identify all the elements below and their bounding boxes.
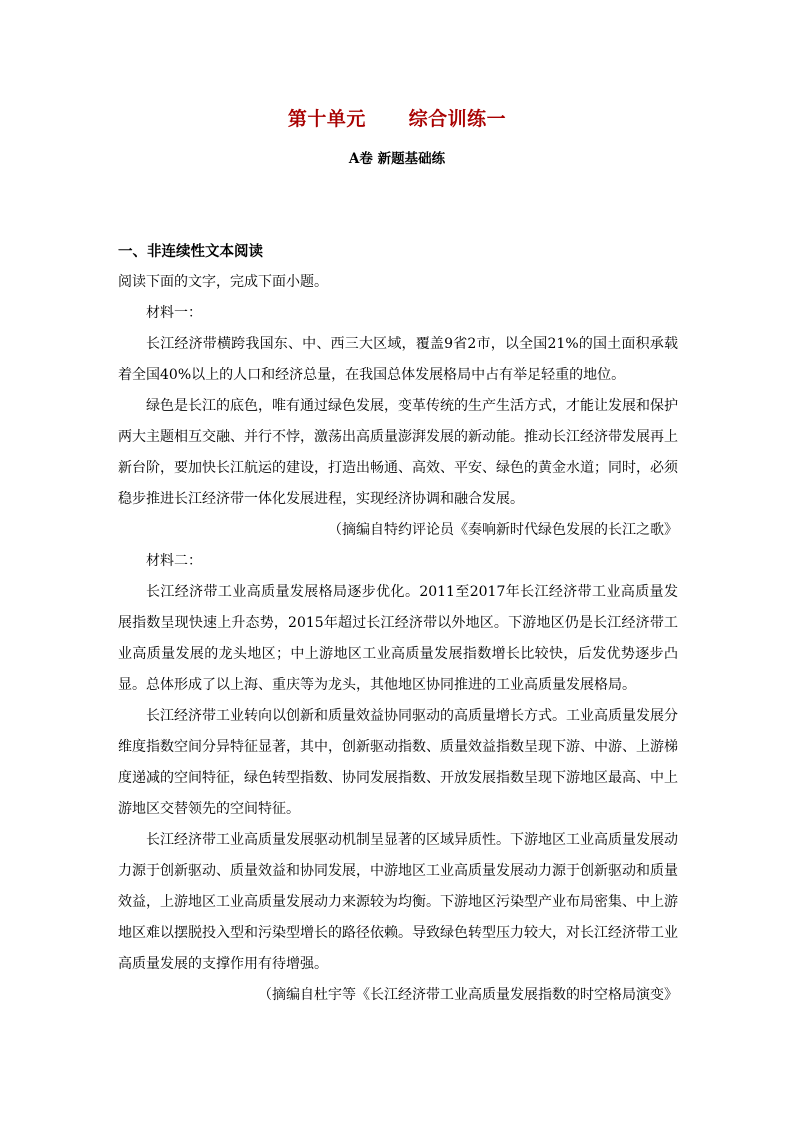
material1-label: 材料一： [146,305,202,321]
document-body [118,236,678,1011]
material1-paragraph-1: 长江经济带横跨我国东、中、西三大区域，覆盖9省2市，以全国21%的国土面积承载着全国40%以上的人口和经济总量，在我国总体发展格局中占有举足轻重的地位。 [118,336,678,383]
paper-subtitle: A卷 新题基础练 [348,151,446,167]
material2-paragraph-2: 长江经济带工业转向以创新和质量效益协同驱动的高质量增长方式。工业高质量发展分维度指数空间分异特征显著，其中，创新驱动指数、质量效益指数呈现下游、中游、上游梯度递减的空间特征，绿色转型指数、协同发展指数、开放发展指数呈现下游地区最高、中上游地区交替领先的空间特征。 [118,708,678,817]
material2-source: （摘编自杜宇等《长江经济带工业高质量发展指数的时空格局演变》 [258,987,678,1003]
material1-source: （摘编自特约评论员《奏响新时代绿色发展的长江之歌》 [328,522,678,538]
material2-paragraph-3: 长江经济带工业高质量发展驱动机制呈显著的区域异质性。下游地区工业高质量发展动力源于创新驱动、质量效益和协同发展，中游地区工业高质量发展动力源于创新驱动和质量效益，上游地区工业高质量发展动力来源较为均衡。下游地区污染型产业布局密集、中上游地区难以摆脱投入型和污染型增长的路径依赖。导致绿色转型压力较大，对长江经济带工业高质量发展的支撑作用有待增强。 [118,832,678,972]
section-heading: 一、非连续性文本阅读 [118,243,263,260]
unit-title: 第十单元 综合训练一 [287,108,507,130]
material1-paragraph-2: 绿色是长江的底色，唯有通过绿色发展，变革传统的生产生活方式，才能让发展和保护两大主题相互交融、并行不悖，激荡出高质量澎湃发展的新动能。推动长江经济带发展再上新台阶，要加快长江航运的建设，打造出畅通、高效、平安、绿色的黄金水道；同时，必须稳步推进长江经济带一体化发展进程，实现经济协调和融合发展。 [118,398,678,507]
material2-label: 材料二： [146,553,202,569]
instruction-text: 阅读下面的文字，完成下面小题。 [118,274,328,290]
material2-paragraph-1: 长江经济带工业高质量发展格局逐步优化。2011至2017年长江经济带工业高质量发展指数呈现快速上升态势，2015年超过长江经济带以外地区。下游地区仍是长江经济带工业高质量发展的龙头地区；中上游地区工业高质量发展指数增长比较快，后发优势逐步凸显。总体形成了以上海、重庆等为龙头，其他地区协同推进的工业高质量发展格局。 [118,584,678,693]
